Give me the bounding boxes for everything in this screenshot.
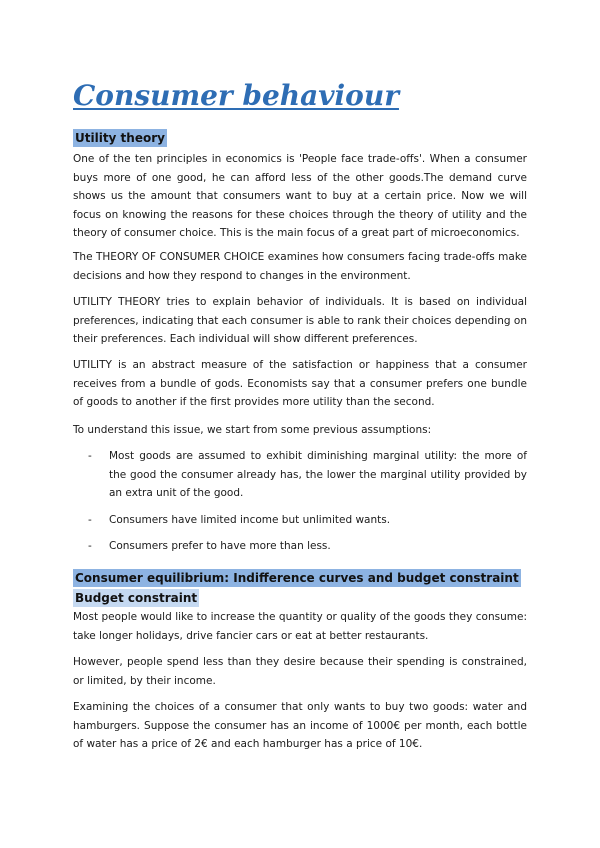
paragraph: To understand this issue, we start from some previous assumptions: — [73, 424, 432, 436]
paragraph: One of the ten principles in economics is 'People face trade-offs'. When a consumer buys more of one good, he can afford less of the other goods.The demand curve shows us the amount that consumers want to buy at a certain price. Now we will focus on knowing the reasons for these choices through the theory of utility and the theory of consumer choice. This is the main focus of a great part of microeconomics. — [73, 153, 527, 239]
list-item-text: Most goods are assumed to exhibit diminishing marginal utility: the more of the good the consumer already has, the lower the marginal utility provided by an extra unit of the good. — [109, 450, 527, 499]
paragraph: Most people would like to increase the quantity or quality of the goods they consume: take longer holidays, drive fancier cars or eat at better restaurants. — [73, 611, 527, 642]
paragraph: UTILITY is an abstract measure of the satisfaction or happiness that a consumer receives from a bundle of gods. Economists say that a consumer prefers one bundle of goods to another if the first provides more utility than the second. — [73, 359, 527, 408]
list-item — [73, 447, 527, 503]
paragraph: However, people spend less than they desire because their spending is constrained, or limited, by their income. — [73, 656, 527, 687]
document-title: Consumer behaviour — [73, 79, 399, 112]
list-item — [73, 511, 527, 530]
subheading-budget-constraint: Budget constraint — [75, 591, 198, 605]
bullet-marker: - — [88, 513, 92, 526]
bullet-marker: - — [88, 540, 92, 552]
paragraph: The THEORY OF CONSUMER CHOICE examines how consumers facing trade-offs make decisions and how they respond to changes in the environment. — [73, 251, 527, 282]
list-item-text: Consumers have limited income but unlimited wants. — [109, 513, 391, 526]
bullet-marker: - — [88, 450, 92, 462]
paragraph: Examining the choices of a consumer that only wants to buy two goods: water and hamburgers. Suppose the consumer has an income of 1000€ per month, each bottle of water has a price of 2€ and each hamburger has a price of 10€. — [73, 701, 527, 750]
list-item — [73, 537, 527, 556]
list-item-text: Consumers prefer to have more than less. — [109, 540, 331, 552]
assumptions-list — [73, 447, 527, 556]
section-heading-utility-theory: Utility theory — [75, 131, 165, 145]
paragraph: UTILITY THEORY tries to explain behavior of individuals. It is based on individual preferences, indicating that each consumer is able to rank their choices depending on their preferences. Each individual will show different preferences. — [73, 296, 527, 345]
section-heading-consumer-equilibrium: Consumer equilibrium: Indifference curves and budget constraint — [75, 571, 519, 585]
